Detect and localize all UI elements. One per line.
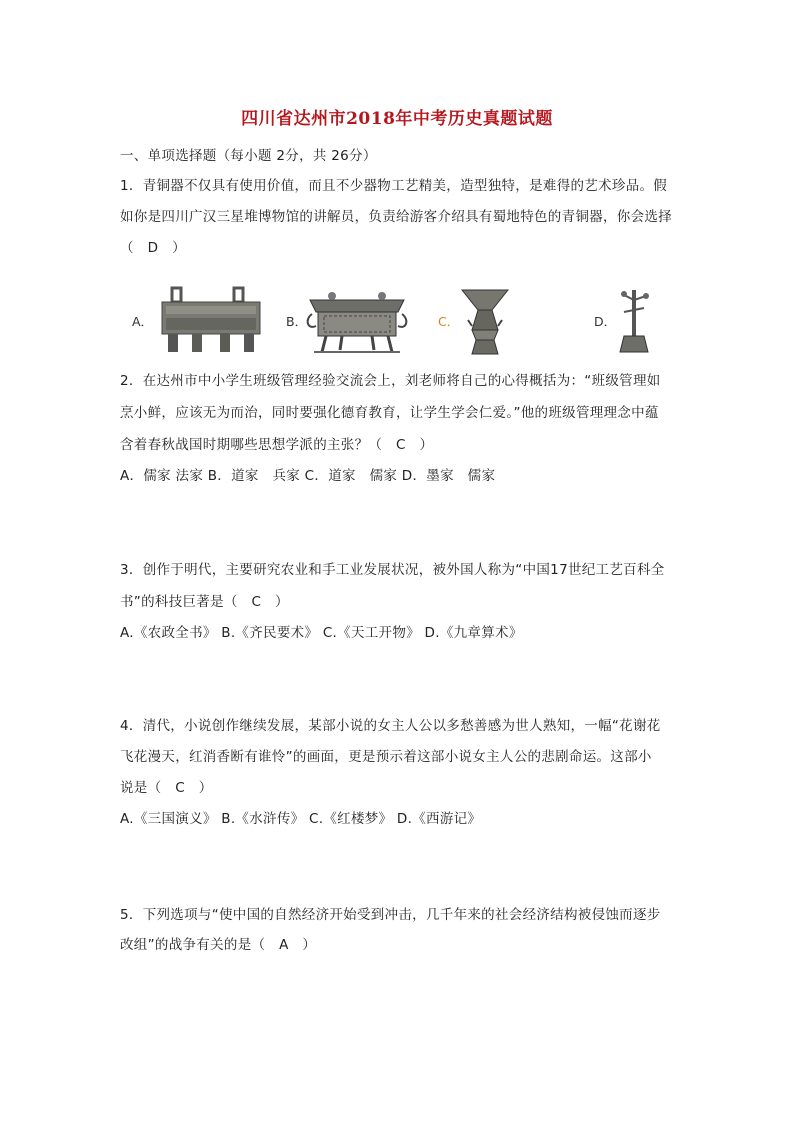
q1-line-2: 如你是四川广汉三星堆博物馆的讲解员，负责给游客介绍具有蜀地特色的青铜器，你会选择	[120, 209, 672, 225]
q4-line-3: 说是（ C ）	[120, 780, 213, 796]
q4-options: A.《三国演义》 B.《水浒传》 C.《红楼梦》 D.《西游记》	[120, 811, 482, 827]
q2-line-1: 2．在达州市中小学生班级管理经验交流会上，刘老师将自己的心得概括为：“班级管理如	[120, 373, 661, 389]
figure-a-label: A．	[132, 314, 154, 329]
q5-line-1: 5．下列选项与“使中国的自然经济开始受到冲击，几千年来的社会经济结构被侵蚀而逐步	[120, 907, 661, 923]
q2-options: A．儒家 法家 B．道家 兵家 C．道家 儒家 D．墨家 儒家	[120, 468, 496, 484]
q5-line-2: 改组”的战争有关的是（ A ）	[120, 937, 317, 953]
q1-line-3: （ D ）	[120, 240, 186, 256]
q1-line-1: 1．青铜器不仅具有使用价值，而且不少器物工艺精美，造型独特，是难得的艺术珍品。假	[120, 178, 668, 194]
square-ding-icon	[156, 286, 266, 356]
page-title: 四川省达州市2018年中考历史真题试题	[241, 109, 553, 129]
figure-b-label: B．	[286, 314, 308, 329]
q3-options: A.《农政全书》 B.《齐民要术》 C.《天工开物》 D.《九章算术》	[120, 625, 523, 641]
zun-vessel-icon	[460, 286, 510, 356]
bronze-tree-icon	[614, 286, 654, 356]
section-heading: 一、单项选择题（每小题 2分，共 26分）	[120, 148, 377, 164]
q1-figure-row	[120, 286, 680, 356]
q2-line-3: 含着春秋战国时期哪些思想学派的主张？（ C ）	[120, 437, 434, 453]
q3-line-1: 3．创作于明代，主要研究农业和手工业发展状况，被外国人称为“中国17世纪工艺百科全	[120, 562, 665, 578]
q4-line-2: 飞花漫天，红消香断有谁怜”的画面，更是预示着这部小说女主人公的悲剧命运。这部小	[120, 749, 652, 765]
q2-line-2: 烹小鲜，应该无为而治，同时要强化德育教育，让学生学会仁爱。”他的班级管理理念中蕴	[120, 405, 659, 421]
q3-line-2: 书”的科技巨著是（ C ）	[120, 594, 289, 610]
figure-c-label: C．	[438, 314, 460, 329]
ornate-vessel-icon	[306, 286, 408, 356]
q4-line-1: 4．清代，小说创作继续发展，某部小说的女主人公以多愁善感为世人熟知，一幅“花谢花	[120, 718, 661, 734]
figure-d-label: D．	[594, 314, 617, 329]
